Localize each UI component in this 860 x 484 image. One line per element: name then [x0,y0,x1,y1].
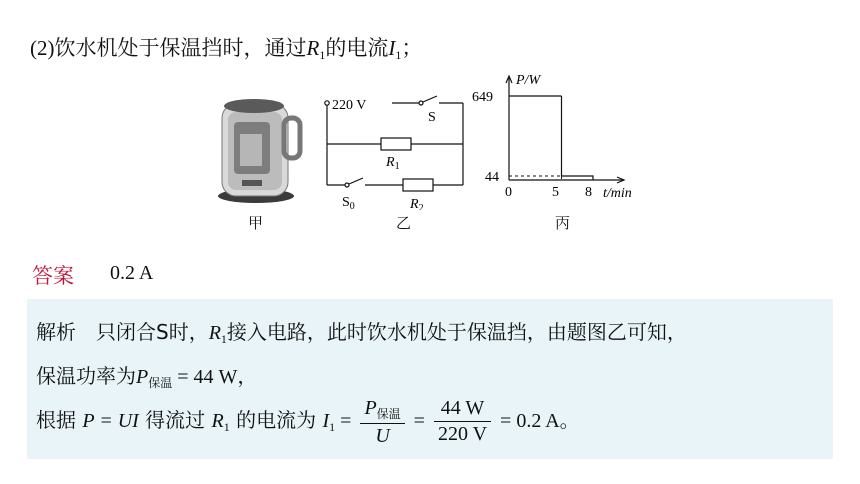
analysis-line1-r: R [208,322,221,344]
question-line [30,32,422,63]
var-i: I [388,36,396,60]
fraction2-numerator: 44 W [434,397,491,422]
var-i-sub: 1 [395,48,402,62]
power-time-graph [472,70,654,208]
x-axis-label: t/min [603,186,632,201]
answer-label: 答案 [32,264,74,288]
analysis-line3-end: = 0.2 A。 [495,410,580,432]
circuit-s0 [342,195,355,210]
fraction1-numerator [360,395,404,424]
analysis-line1-b: 接入电路，此时饮水机处于保温挡，由题图乙可知， [226,320,687,344]
circuit-diagram [324,90,466,210]
analysis-line3-i: I [322,410,330,432]
circuit-s0-var: S [342,195,350,210]
fraction1-num-sub: 保温 [376,407,401,421]
circuit-r2-sub: 2 [418,203,424,210]
x-tick-5: 5 [552,185,559,200]
analysis-line3-r: R [211,410,224,432]
question-text-b: 的电流 [325,36,389,60]
analysis-eq1: = [335,410,357,432]
analysis-line1-r-sub: 1 [220,332,227,346]
fraction-p-over-u [360,395,404,448]
analysis-box [27,299,833,459]
var-r-sub: 1 [319,48,326,62]
fraction1-num-var: P [364,397,377,419]
analysis-line3-i-sub: 1 [329,420,336,434]
circuit-r1-var: R [386,155,395,170]
analysis-line-2 [36,360,257,391]
analysis-line3-r-sub: 1 [223,420,230,434]
x-tick-8: 8 [585,185,592,200]
y-axis-label: P/W [516,73,541,88]
analysis-line3-a: 根据 [36,408,83,432]
analysis-line1-a: 只闭合S时， [96,320,209,344]
answer-value: 0.2 A [110,262,154,284]
circuit-s0-sub: 0 [349,201,355,210]
fraction-values [434,397,491,446]
figures [214,70,654,240]
fraction2-denominator: 220 V [437,423,488,445]
analysis-line-3 [36,395,580,448]
analysis-formula: P = UI [82,410,139,432]
analysis-line3-b: 得流过 [138,408,212,432]
var-r: R [306,36,320,60]
analysis-eq2: = [408,410,430,432]
y-tick-649: 649 [472,90,493,105]
caption-bing: 丙 [555,214,571,232]
analysis-line-1 [36,316,687,347]
question-end: ； [401,36,423,60]
y-tick-44: 44 [485,170,499,185]
analysis-label: 解析 [36,320,76,344]
circuit-r1 [385,155,400,172]
circuit-switch-s: S [428,110,436,125]
circuit-r1-sub: 1 [394,161,400,172]
water-dispenser-illustration [214,94,310,206]
x-tick-0: 0 [505,185,512,200]
power-step-segment-2 [562,176,594,180]
analysis-line2-b: = 44 W， [172,366,258,388]
circuit-r2 [409,197,424,210]
fraction1-denominator: U [375,425,390,447]
circuit-voltage: 220 V [332,98,367,113]
caption-yi: 乙 [396,214,412,232]
analysis-line2-p: P [136,366,149,388]
analysis-line2-a: 保温功率为 [36,364,136,388]
circuit-r2-var: R [410,197,419,210]
analysis-line3-c: 的电流为 [229,408,323,432]
question-number: (2) [30,36,55,60]
question-text-a: 饮水机处于保温挡时，通过 [54,36,307,60]
analysis-line2-p-sub: 保温 [148,376,173,390]
caption-jia: 甲 [248,214,264,232]
